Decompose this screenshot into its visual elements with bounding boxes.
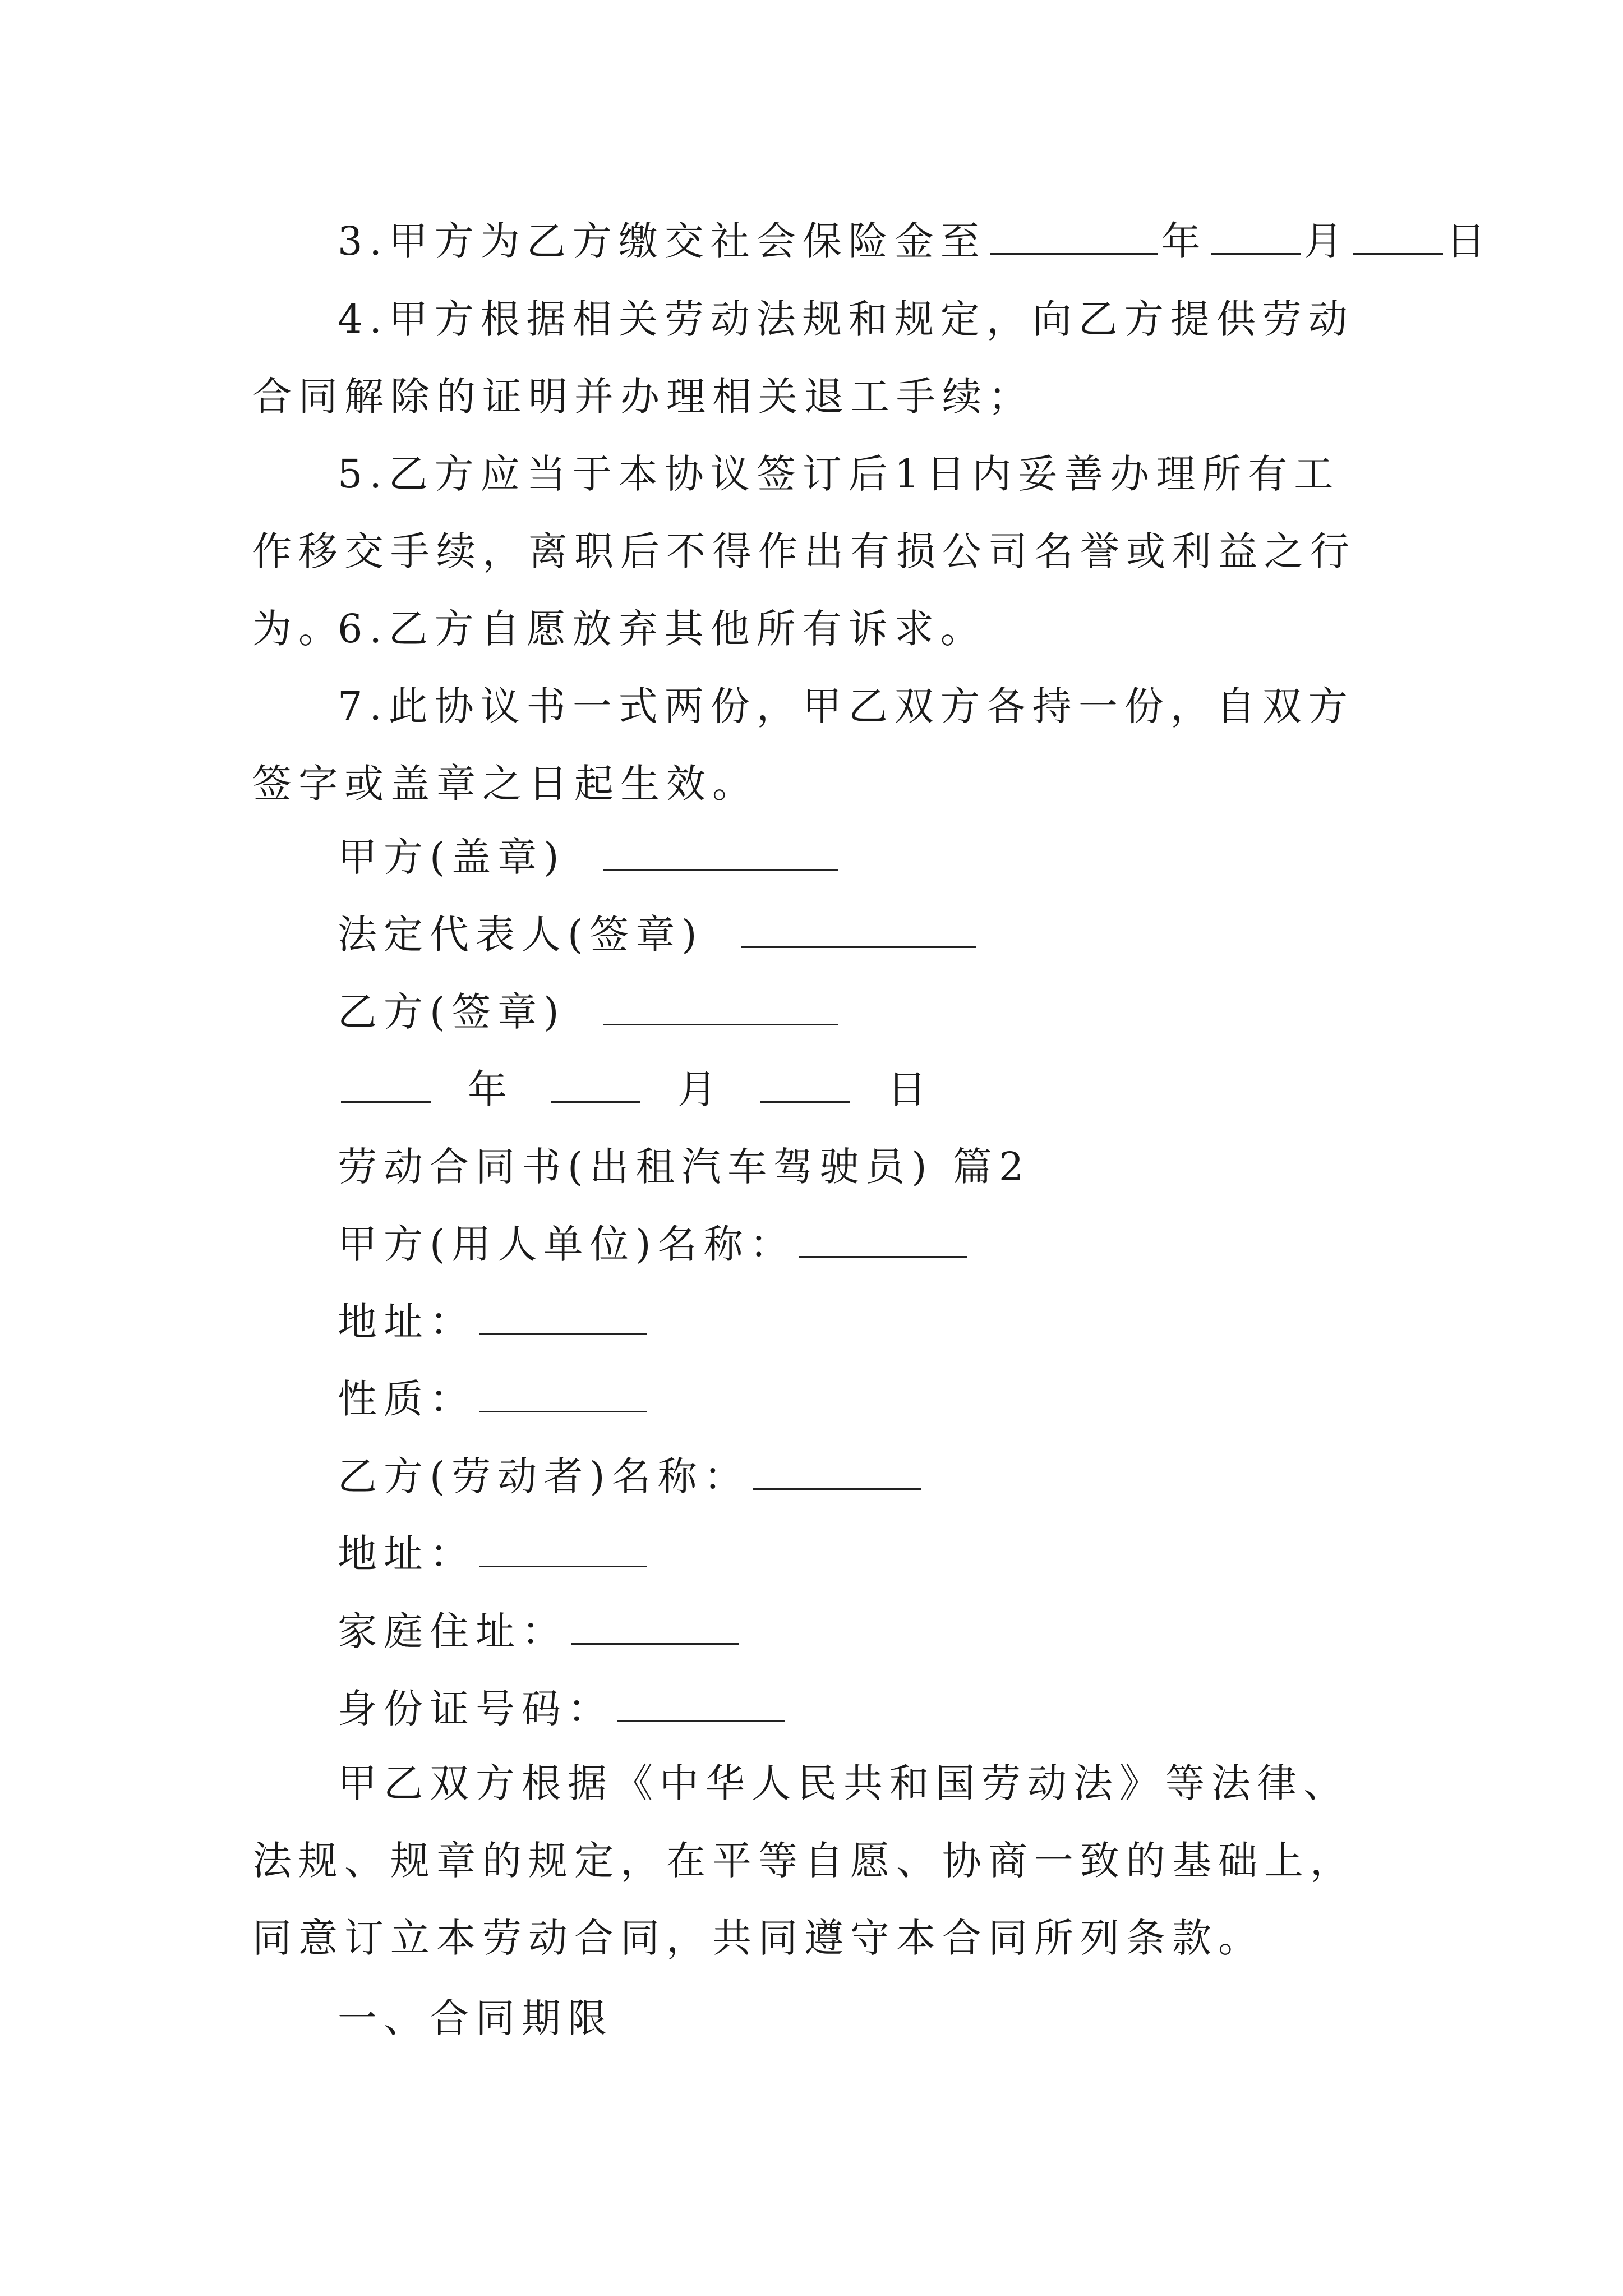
party-b-sign-row — [338, 984, 842, 1040]
sign-day-label: 日 — [887, 1066, 933, 1112]
employee-address-blank[interactable] — [479, 1533, 647, 1567]
day-label: 日 — [1446, 218, 1492, 264]
legal-rep-row — [338, 907, 980, 963]
home-address-label: 家庭住址： — [338, 1608, 568, 1654]
item-7: 7.此协议书一式两份，甲乙双方各持一份，自双方签字或盖章之日起生效。 — [252, 683, 1354, 807]
day-blank[interactable] — [1353, 220, 1443, 255]
employer-address-label: 地址： — [338, 1299, 476, 1345]
item-4: 4.甲方根据相关劳动法规和规定，向乙方提供劳动合同解除的证明并办理相关退工手续； — [252, 296, 1354, 420]
party-a-seal-row — [338, 829, 842, 885]
sign-year-blank[interactable] — [341, 1069, 431, 1103]
employer-nature-blank[interactable] — [479, 1378, 647, 1412]
item-3-text: 3.甲方为乙方缴交社会保险金至 — [338, 218, 986, 264]
sign-year-label: 年 — [468, 1066, 514, 1112]
employer-address-blank[interactable] — [479, 1301, 647, 1335]
sign-month-label: 月 — [677, 1066, 723, 1112]
party-b-sign-label: 乙方(签章) — [338, 989, 566, 1035]
section-heading-contract-term: 一、合同期限 — [338, 1995, 614, 2041]
sign-month-blank[interactable] — [551, 1069, 640, 1103]
home-address-blank[interactable] — [571, 1611, 739, 1645]
employee-name-label: 乙方(劳动者)名称： — [338, 1453, 750, 1499]
legal-rep-blank[interactable] — [741, 914, 976, 948]
employer-name-row — [338, 1216, 971, 1272]
employee-name-blank[interactable] — [753, 1456, 921, 1490]
month-label: 月 — [1303, 218, 1350, 264]
employer-nature-label: 性质： — [338, 1376, 476, 1422]
signature-date-row — [338, 1061, 933, 1117]
party-b-sign-blank[interactable] — [603, 991, 838, 1025]
item-6: 6.乙方自愿放弃其他所有诉求。 — [338, 606, 986, 652]
year-blank[interactable] — [990, 220, 1158, 255]
party-a-seal-blank[interactable] — [603, 836, 838, 871]
id-number-blank[interactable] — [617, 1688, 785, 1722]
id-number-row — [338, 1681, 789, 1737]
sign-day-blank[interactable] — [760, 1069, 850, 1103]
employer-name-label: 甲方(用人单位)名称： — [338, 1221, 796, 1267]
id-number-label: 身份证号码： — [338, 1686, 614, 1732]
employer-address-row — [338, 1294, 651, 1350]
employee-address-label: 地址： — [338, 1531, 476, 1577]
item-3 — [338, 213, 1492, 269]
employee-name-row — [338, 1448, 925, 1504]
preamble-paragraph: 甲乙双方根据《中华人民共和国劳动法》等法律、法规、规章的规定，在平等自愿、协商一致的基础上，同意订立本劳动合同，共同遵守本合同所列条款。 — [252, 1760, 1356, 1961]
section-2-title: 劳动合同书(出租汽车驾驶员) 篇2 — [338, 1144, 1031, 1190]
legal-rep-label: 法定代表人(签章) — [338, 912, 704, 958]
employee-address-row — [338, 1526, 651, 1582]
home-address-row — [338, 1603, 743, 1659]
item-5: 5.乙方应当于本协议签订后1日内妥善办理所有工作移交手续，离职后不得作出有损公司名誉或利益之行为。 — [252, 451, 1356, 652]
party-a-seal-label: 甲方(盖章) — [338, 834, 566, 880]
employer-name-blank[interactable] — [799, 1223, 967, 1258]
year-label: 年 — [1161, 218, 1207, 264]
month-blank[interactable] — [1211, 220, 1301, 255]
employer-nature-row — [338, 1371, 651, 1427]
